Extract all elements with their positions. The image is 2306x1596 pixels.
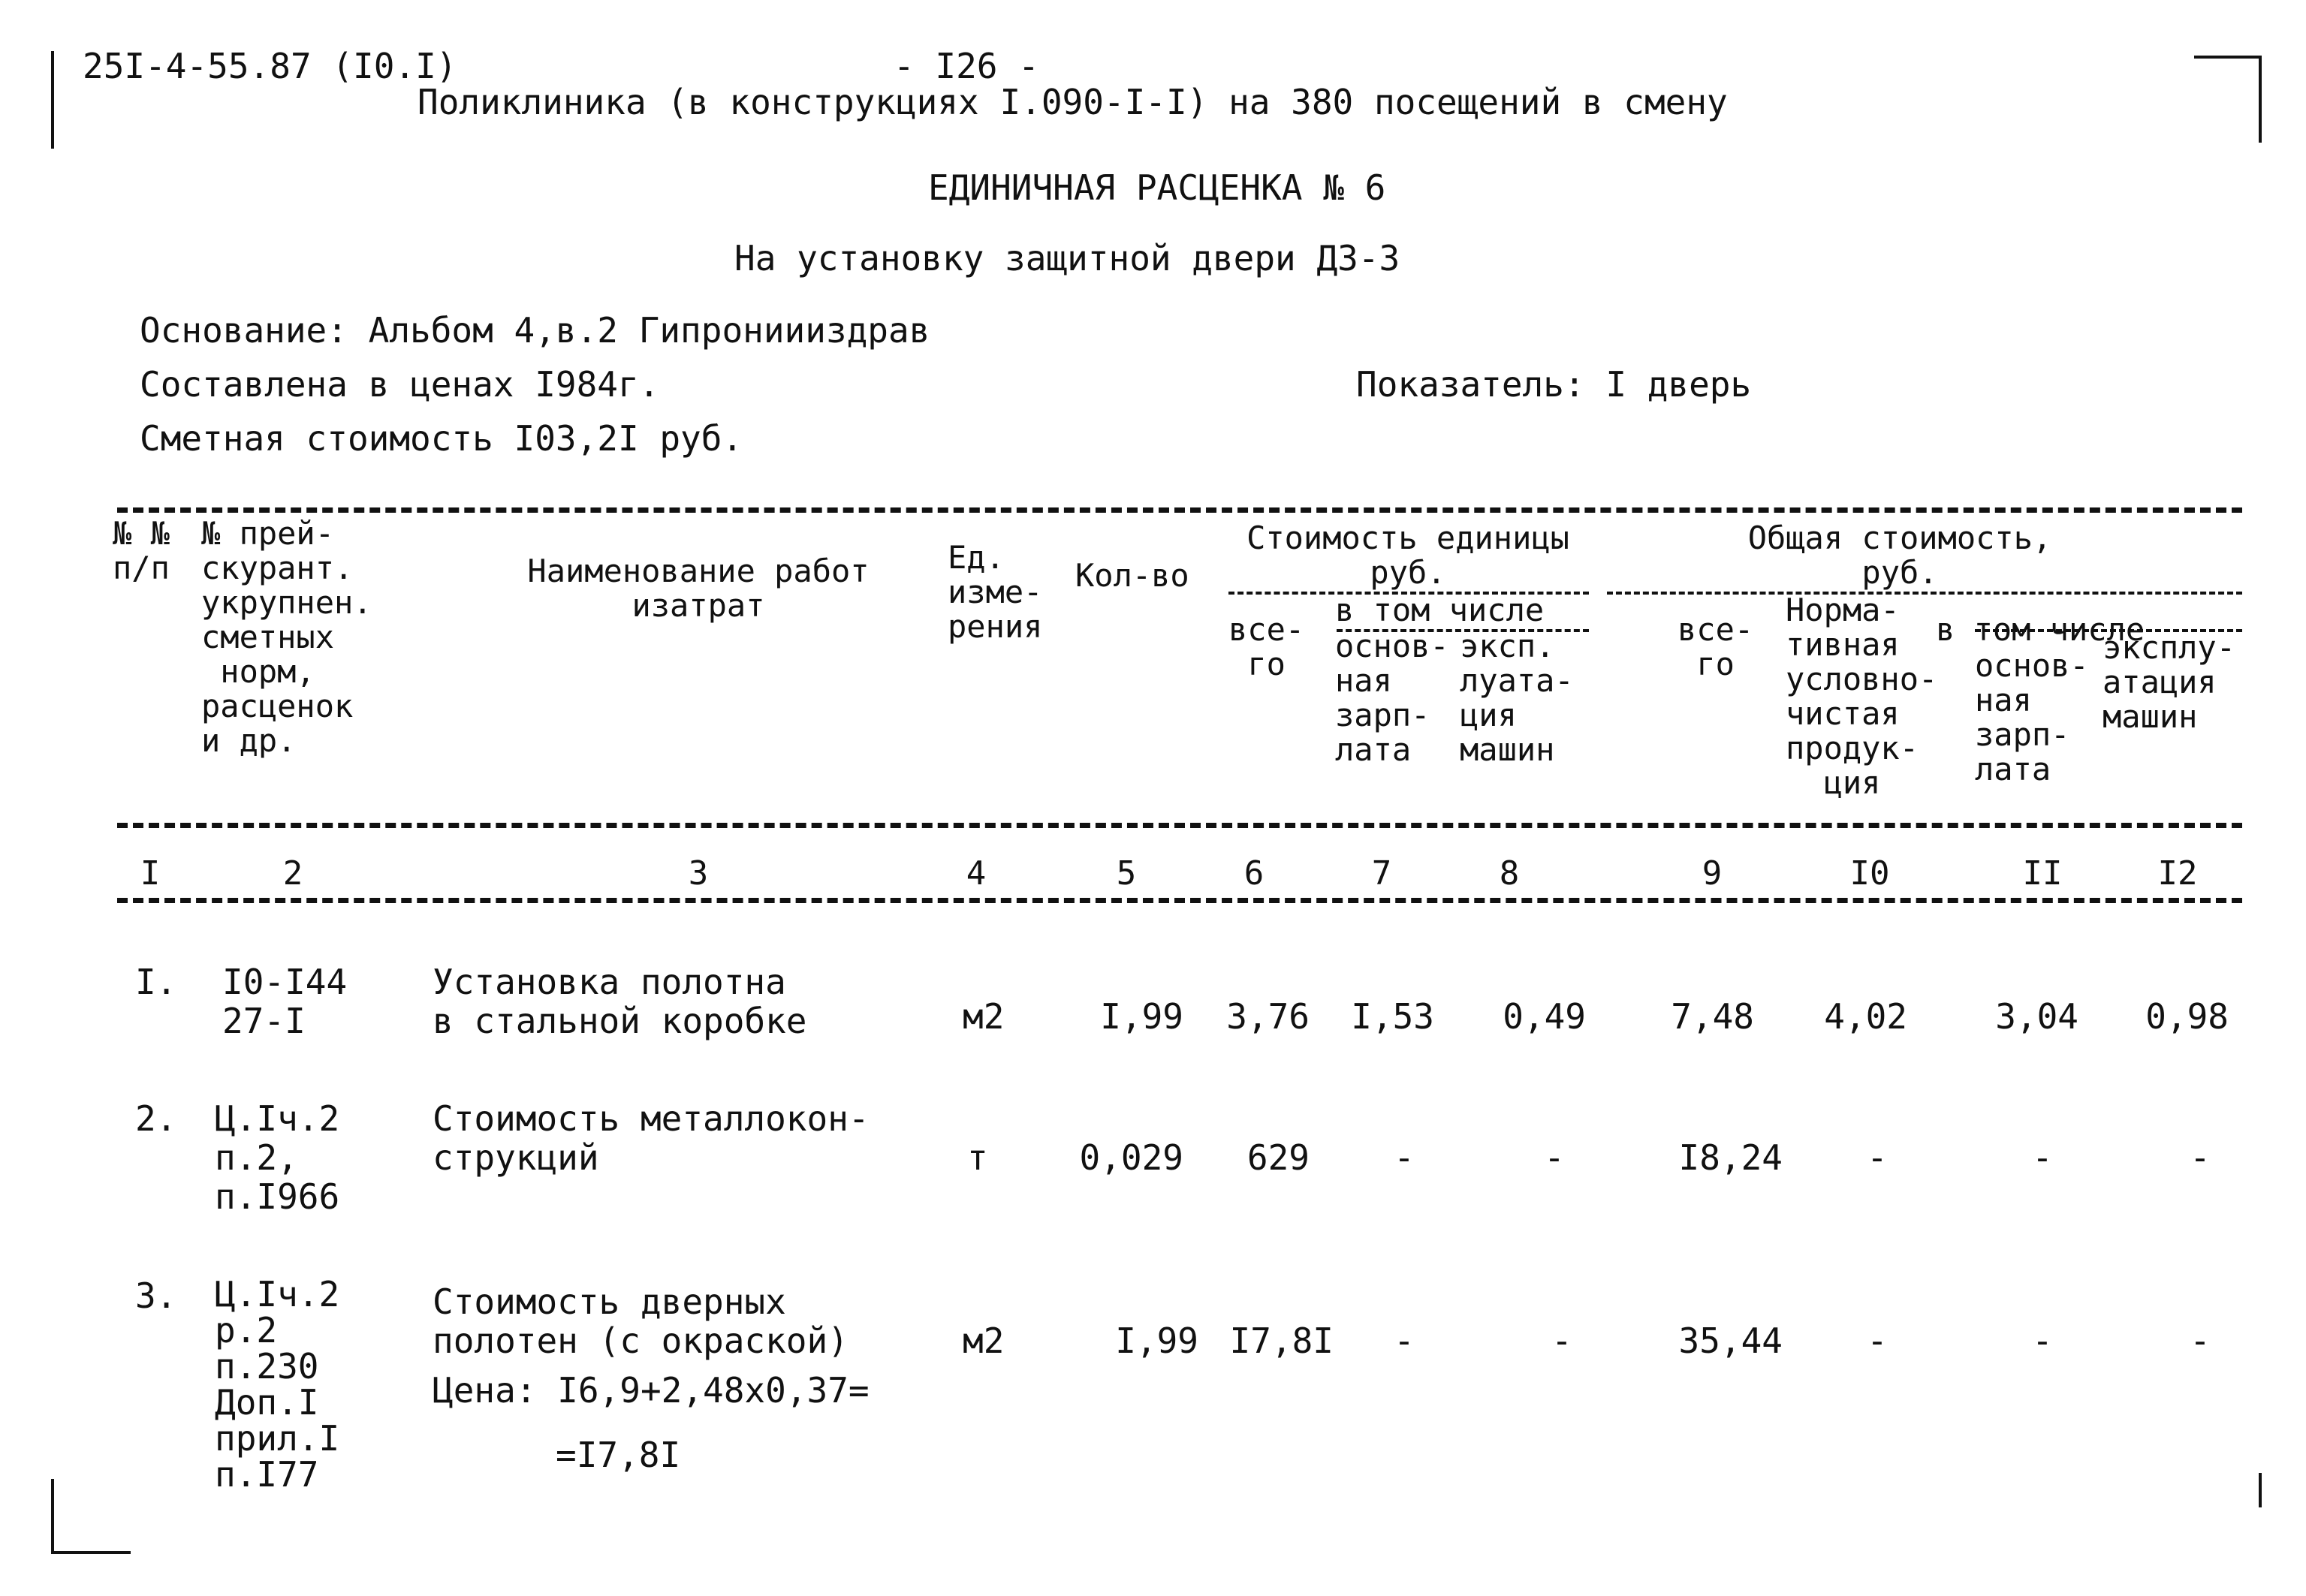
row-1-unit-total: 3,76 [1226, 996, 1310, 1037]
row-2-total-wage: - [2032, 1137, 2053, 1178]
row-3-price-result: =I7,8I [556, 1435, 681, 1475]
row-1-code: I0-I44 27-I [222, 962, 348, 1041]
row-3-total: 35,44 [1678, 1320, 1783, 1361]
row-2-unit: т [967, 1137, 988, 1178]
column-number-9: 9 [1702, 854, 1723, 893]
row-1-unit-wage: I,53 [1351, 996, 1434, 1037]
col-header-unit-cost-group: Стоимость единицы руб. [1246, 519, 1569, 591]
column-number-7: 7 [1371, 854, 1392, 893]
col-header-total-machine: эксплу- атация машин [2103, 629, 2236, 735]
row-2-qty: 0,029 [1079, 1137, 1183, 1178]
prices-line: Составлена в ценах I984г. [140, 364, 660, 405]
row-2-number: 2. [135, 1098, 177, 1139]
row-1-total: 7,48 [1671, 996, 1754, 1037]
header-bottom-rule [117, 823, 2242, 828]
column-number-3: 3 [688, 854, 709, 893]
row-2-unit-wage: - [1394, 1137, 1415, 1178]
basis-line: Основание: Альбом 4,в.2 Гипрониииздрав [140, 310, 930, 351]
row-3-unit-wage: - [1394, 1320, 1415, 1361]
rate-title: ЕДИНИЧНАЯ РАСЦЕНКА № 6 [928, 167, 1386, 208]
col-header-pricelist: № прей- скурант. укрупнен. сметных норм, расценок и др. [201, 515, 372, 759]
corner-mark-bottom-left-v [51, 1479, 54, 1554]
row-1-qty: I,99 [1100, 996, 1183, 1037]
row-1-unit-machine: 0,49 [1503, 996, 1586, 1037]
row-1-name: Установка полотна в стальной коробке [433, 962, 807, 1041]
col-header-work-name: Наименование работ изатрат [527, 553, 870, 624]
row-1-number: I. [135, 962, 177, 1002]
row-3-number: 3. [135, 1275, 177, 1316]
row-2-total: I8,24 [1678, 1137, 1783, 1178]
row-2-total-machine: - [2190, 1137, 2211, 1178]
col-header-total-incl: в том числе [1936, 611, 2145, 648]
row-1-total-wage: 3,04 [1995, 996, 2078, 1037]
column-number-6: 6 [1243, 854, 1265, 893]
row-3-price-note: Цена: I6,9+2,48x0,37= [433, 1370, 870, 1411]
corner-mark-top-left [51, 51, 54, 149]
row-2-code: Ц.Iч.2 п.2, п.I966 [215, 1098, 340, 1217]
col-header-unit-total: все- го [1228, 611, 1305, 682]
document-code: 25I-4-55.87 (I0.I) [83, 46, 457, 86]
col-header-unit-incl: в том числе [1335, 592, 1545, 628]
row-3-unit-machine: - [1551, 1320, 1572, 1361]
row-1-unit: м2 [963, 996, 1005, 1037]
column-number-8: 8 [1499, 854, 1520, 893]
column-numbers-rule [117, 898, 2242, 903]
column-number-12: I2 [2157, 854, 2198, 893]
rate-subtitle: На установку защитной двери ДЗ-3 [734, 238, 1400, 279]
col-header-unit: Ед. изме- рения [948, 539, 1043, 645]
col-header-total: все- го [1678, 611, 1754, 682]
column-number-10: I0 [1849, 854, 1890, 893]
col-header-unit-wage: основ- ная зарп- лата [1335, 628, 1449, 768]
row-2-unit-total: 629 [1246, 1137, 1310, 1178]
row-3-total-machine: - [2190, 1320, 2211, 1361]
row-2-name: Стоимость металлокон- струкций [433, 1098, 870, 1178]
indicator-line: Показатель: I дверь [1356, 364, 1752, 405]
row-3-unit-total: I7,8I [1229, 1320, 1334, 1361]
row-1-total-machine: 0,98 [2145, 996, 2229, 1037]
row-3-name: Стоимость дверных полотен (с окраской) [433, 1281, 849, 1361]
corner-mark-bottom-right [2259, 1473, 2262, 1507]
row-2-normative: - [1867, 1137, 1888, 1178]
column-number-4: 4 [966, 854, 987, 893]
project-title: Поликлиника (в конструкциях I.090-I-I) на 380 посещений в смену [417, 82, 1728, 122]
col-header-quantity: Кол-во [1075, 557, 1189, 594]
row-3-total-wage: - [2032, 1320, 2053, 1361]
corner-mark-top-right-h [2194, 56, 2262, 59]
table-top-rule [117, 507, 2242, 513]
col-header-total-cost-group: Общая стоимость, руб. [1747, 519, 2052, 591]
row-3-code: Ц.Iч.2 р.2 п.230 Доп.I прил.I п.I77 [215, 1274, 340, 1495]
row-3-qty: I,99 [1115, 1320, 1198, 1361]
column-number-11: II [2022, 854, 2063, 893]
col-header-rownum: № № п/п [113, 515, 170, 586]
col-header-unit-machine: эксп. луата- ция машин [1460, 628, 1574, 768]
column-number-1: I [140, 854, 161, 893]
column-number-5: 5 [1116, 854, 1137, 893]
corner-mark-top-right-v [2259, 56, 2262, 143]
estimated-cost-line: Сметная стоимость I03,2I руб. [140, 418, 743, 459]
row-3-unit: м2 [963, 1320, 1005, 1361]
row-1-normative: 4,02 [1824, 996, 1907, 1037]
row-3-normative: - [1867, 1320, 1888, 1361]
corner-mark-bottom-left-h [51, 1551, 131, 1554]
col-header-normative: Норма- тивная условно- чистая продук- ция [1786, 592, 1938, 801]
col-header-total-wage: основ- ная зарп- лата [1975, 647, 2089, 787]
column-number-2: 2 [282, 854, 303, 893]
page-number: - I26 - [894, 46, 1039, 86]
row-2-unit-machine: - [1544, 1137, 1565, 1178]
